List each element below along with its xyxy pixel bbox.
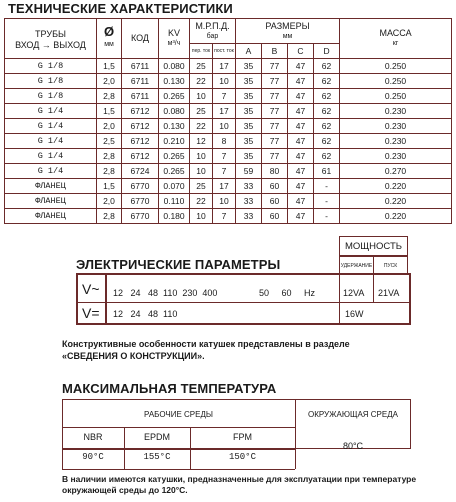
spec-cell: 0.265: [159, 149, 190, 164]
mopd-header: М.Р.П.Д.: [195, 21, 230, 31]
spec-row: [5, 119, 452, 134]
ac-hold-power: 12VA: [343, 288, 365, 298]
spec-cell: 47: [288, 209, 314, 224]
spec-cell: 25: [190, 104, 213, 119]
spec-cell: 77: [262, 104, 288, 119]
spec-cell: 6712: [122, 134, 159, 149]
spec-cell: 10: [190, 164, 213, 179]
spec-cell: 0.210: [159, 134, 190, 149]
spec-cell: 62: [314, 104, 340, 119]
dim-d-header: D: [314, 44, 340, 59]
spec-cell: 7: [213, 89, 236, 104]
temp-note: В наличии имеются катушки, предназначенные для эксплуатации при температуре окружающей среды до 120°C.: [62, 474, 417, 495]
spec-cell: 62: [314, 119, 340, 134]
spec-cell: G 1/4: [5, 119, 97, 134]
spec-cell: 17: [213, 59, 236, 74]
spec-cell: 0.230: [340, 149, 452, 164]
spec-cell: 77: [262, 59, 288, 74]
spec-cell: 35: [236, 119, 262, 134]
ambient-temp: 80°C: [342, 441, 364, 451]
spec-row: [5, 179, 452, 194]
spec-cell: 77: [262, 119, 288, 134]
fpm-temp: 150°C: [228, 452, 256, 462]
spec-cell: 47: [288, 74, 314, 89]
ambient-header: ОКРУЖАЮЩАЯ СРЕДА: [308, 410, 398, 419]
spec-cell: 6770: [122, 179, 159, 194]
spec-cell: 22: [190, 194, 213, 209]
spec-cell: 0.270: [340, 164, 452, 179]
spec-cell: 0.230: [340, 104, 452, 119]
elec-title: ЭЛЕКТРИЧЕСКИЕ ПАРАМЕТРЫ: [76, 257, 281, 272]
coil-note: Конструктивные особенности катушек представлены в разделе «СВЕДЕНИЯ О КОНСТРУКЦИИ».: [62, 339, 350, 361]
spec-cell: 59: [236, 164, 262, 179]
spec-cell: 2,0: [97, 119, 122, 134]
epdm-label: EPDM: [143, 432, 170, 442]
spec-cell: ФЛАНЕЦ: [5, 194, 97, 209]
elec-row-divider: [78, 302, 409, 303]
spec-cell: 7: [213, 149, 236, 164]
mopd-dc-header: пост. ток: [214, 48, 234, 54]
spec-cell: 0.230: [340, 119, 452, 134]
spec-cell: 62: [314, 134, 340, 149]
spec-cell: 17: [213, 179, 236, 194]
spec-cell: G 1/4: [5, 149, 97, 164]
spec-table: [4, 18, 452, 224]
ac-start-power: 21VA: [378, 288, 400, 298]
spec-cell: 2,0: [97, 194, 122, 209]
spec-cell: 6724: [122, 164, 159, 179]
spec-cell: -: [314, 209, 340, 224]
spec-cell: 0.230: [340, 134, 452, 149]
spec-row: [5, 209, 452, 224]
spec-cell: 77: [262, 149, 288, 164]
spec-cell: 6711: [122, 74, 159, 89]
spec-cell: 6711: [122, 59, 159, 74]
temp-col-ext2: [124, 449, 125, 469]
epdm-temp: 155°C: [143, 452, 171, 462]
pipe-header-sub: ВХОД → ВЫХОД: [15, 40, 86, 50]
spec-cell: 2,0: [97, 74, 122, 89]
elec-col-divider: [339, 275, 340, 323]
spec-cell: 22: [190, 74, 213, 89]
spec-cell: 60: [262, 179, 288, 194]
spec-cell: 22: [190, 119, 213, 134]
mopd-ac-header: пер. ток: [191, 48, 211, 54]
spec-cell: 47: [288, 164, 314, 179]
spec-cell: 10: [213, 74, 236, 89]
mass-unit: кг: [392, 40, 399, 47]
kv-header: KV: [167, 28, 180, 38]
dims-unit: мм: [282, 33, 293, 40]
spec-cell: 0.070: [159, 179, 190, 194]
spec-cell: 61: [314, 164, 340, 179]
spec-cell: 2,8: [97, 164, 122, 179]
spec-cell: 47: [288, 104, 314, 119]
spec-cell: 33: [236, 194, 262, 209]
temp-left-ext: [62, 449, 63, 469]
spec-cell: 17: [213, 104, 236, 119]
spec-cell: 25: [190, 179, 213, 194]
spec-cell: 35: [236, 89, 262, 104]
spec-cell: 77: [262, 74, 288, 89]
spec-cell: 6770: [122, 194, 159, 209]
spec-cell: ФЛАНЕЦ: [5, 209, 97, 224]
spec-title: ТЕХНИЧЕСКИЕ ХАРАКТЕРИСТИКИ: [8, 1, 233, 16]
spec-cell: 1,5: [97, 104, 122, 119]
spec-row: [5, 89, 452, 104]
code-header: КОД: [130, 33, 150, 43]
temp-col-ext4: [295, 449, 296, 469]
mass-header: МАССА: [379, 28, 412, 38]
spec-cell: 0.130: [159, 74, 190, 89]
dc-hold-power: 16W: [345, 309, 364, 319]
pipe-header: ТРУБЫ: [35, 29, 66, 39]
spec-cell: 62: [314, 74, 340, 89]
spec-cell: 47: [288, 194, 314, 209]
spec-cell: 10: [190, 149, 213, 164]
spec-cell: -: [314, 194, 340, 209]
nbr-label: NBR: [83, 432, 103, 442]
diameter-header: Ø: [103, 24, 115, 39]
spec-cell: 62: [314, 59, 340, 74]
spec-cell: 33: [236, 209, 262, 224]
spec-cell: 6770: [122, 209, 159, 224]
spec-cell: 0.080: [159, 59, 190, 74]
spec-cell: 10: [213, 194, 236, 209]
elec-divider: [105, 275, 107, 323]
temp-col-ext3: [190, 449, 191, 469]
spec-cell: ФЛАНЕЦ: [5, 179, 97, 194]
spec-cell: 2,8: [97, 209, 122, 224]
dims-header: РАЗМЕРЫ: [265, 21, 310, 31]
spec-cell: 6711: [122, 89, 159, 104]
spec-cell: 0.080: [159, 104, 190, 119]
spec-cell: 80: [262, 164, 288, 179]
spec-cell: 77: [262, 89, 288, 104]
ac-symbol: V~: [82, 281, 100, 297]
spec-row: [5, 74, 452, 89]
spec-cell: 6712: [122, 104, 159, 119]
spec-cell: 47: [288, 119, 314, 134]
spec-cell: 77: [262, 134, 288, 149]
spec-row: [5, 134, 452, 149]
spec-cell: 0.180: [159, 209, 190, 224]
spec-cell: 10: [190, 209, 213, 224]
spec-cell: 47: [288, 59, 314, 74]
spec-cell: 0.250: [340, 59, 452, 74]
spec-row: [5, 104, 452, 119]
spec-cell: 8: [213, 134, 236, 149]
start-header: ПУСК: [373, 256, 408, 274]
temp-final-line: [62, 469, 295, 470]
elec-col-divider2: [373, 275, 374, 302]
dim-c-header: C: [288, 44, 314, 59]
spec-cell: 0.250: [340, 89, 452, 104]
spec-cell: 62: [314, 89, 340, 104]
fpm-label: FPM: [233, 432, 252, 442]
spec-cell: 1,5: [97, 59, 122, 74]
spec-row: [5, 59, 452, 74]
mopd-unit: бар: [206, 33, 219, 40]
power-header: МОЩНОСТЬ: [339, 236, 408, 256]
temp-row-divider: [62, 427, 295, 428]
spec-cell: 7: [213, 209, 236, 224]
spec-cell: 0.250: [340, 74, 452, 89]
spec-cell: G 1/4: [5, 104, 97, 119]
spec-cell: 60: [262, 209, 288, 224]
spec-cell: 25: [190, 59, 213, 74]
spec-cell: 1,5: [97, 179, 122, 194]
spec-cell: G 1/8: [5, 74, 97, 89]
spec-cell: 35: [236, 74, 262, 89]
spec-cell: 35: [236, 149, 262, 164]
nbr-temp: 90°C: [82, 452, 104, 462]
ac-voltages: 12 24 48 110 230 400: [113, 288, 218, 298]
spec-cell: 2,8: [97, 149, 122, 164]
spec-row: [5, 194, 452, 209]
spec-cell: 35: [236, 104, 262, 119]
spec-header-row: [5, 19, 452, 44]
spec-cell: G 1/8: [5, 59, 97, 74]
frequencies: 50 60 Hz: [259, 288, 316, 298]
spec-cell: 47: [288, 149, 314, 164]
dim-a-header: A: [236, 44, 262, 59]
spec-row: [5, 164, 452, 179]
spec-cell: 47: [288, 134, 314, 149]
spec-cell: 0.265: [159, 89, 190, 104]
spec-cell: 2,5: [97, 134, 122, 149]
work-media-header: РАБОЧИЕ СРЕДЫ: [144, 410, 213, 419]
spec-cell: 0.220: [340, 209, 452, 224]
temp-title: МАКСИМАЛЬНАЯ ТЕМПЕРАТУРА: [62, 381, 277, 396]
dc-voltages: 12 24 48 110: [113, 309, 178, 319]
spec-cell: 0.110: [159, 194, 190, 209]
spec-cell: 35: [236, 59, 262, 74]
hold-header: УДЕРЖАНИЕ: [339, 256, 374, 274]
spec-cell: 35: [236, 134, 262, 149]
spec-cell: 0.265: [159, 164, 190, 179]
spec-cell: 47: [288, 179, 314, 194]
spec-row: [5, 149, 452, 164]
spec-cell: 12: [190, 134, 213, 149]
spec-cell: G 1/4: [5, 164, 97, 179]
spec-cell: 0.220: [340, 194, 452, 209]
dc-symbol: V=: [82, 305, 100, 321]
spec-cell: 60: [262, 194, 288, 209]
spec-cell: G 1/4: [5, 134, 97, 149]
diameter-unit: мм: [104, 41, 114, 48]
spec-cell: 2,8: [97, 89, 122, 104]
spec-cell: 7: [213, 164, 236, 179]
spec-cell: 10: [213, 119, 236, 134]
spec-cell: G 1/8: [5, 89, 97, 104]
spec-cell: 33: [236, 179, 262, 194]
spec-cell: 6712: [122, 119, 159, 134]
spec-cell: 0.130: [159, 119, 190, 134]
temp-bottom-line: [62, 449, 295, 450]
spec-cell: 62: [314, 149, 340, 164]
spec-cell: 6712: [122, 149, 159, 164]
kv-unit: м³/ч: [167, 40, 181, 47]
spec-cell: 47: [288, 89, 314, 104]
spec-cell: 10: [190, 89, 213, 104]
spec-cell: -: [314, 179, 340, 194]
dim-b-header: B: [262, 44, 288, 59]
spec-cell: 0.220: [340, 179, 452, 194]
